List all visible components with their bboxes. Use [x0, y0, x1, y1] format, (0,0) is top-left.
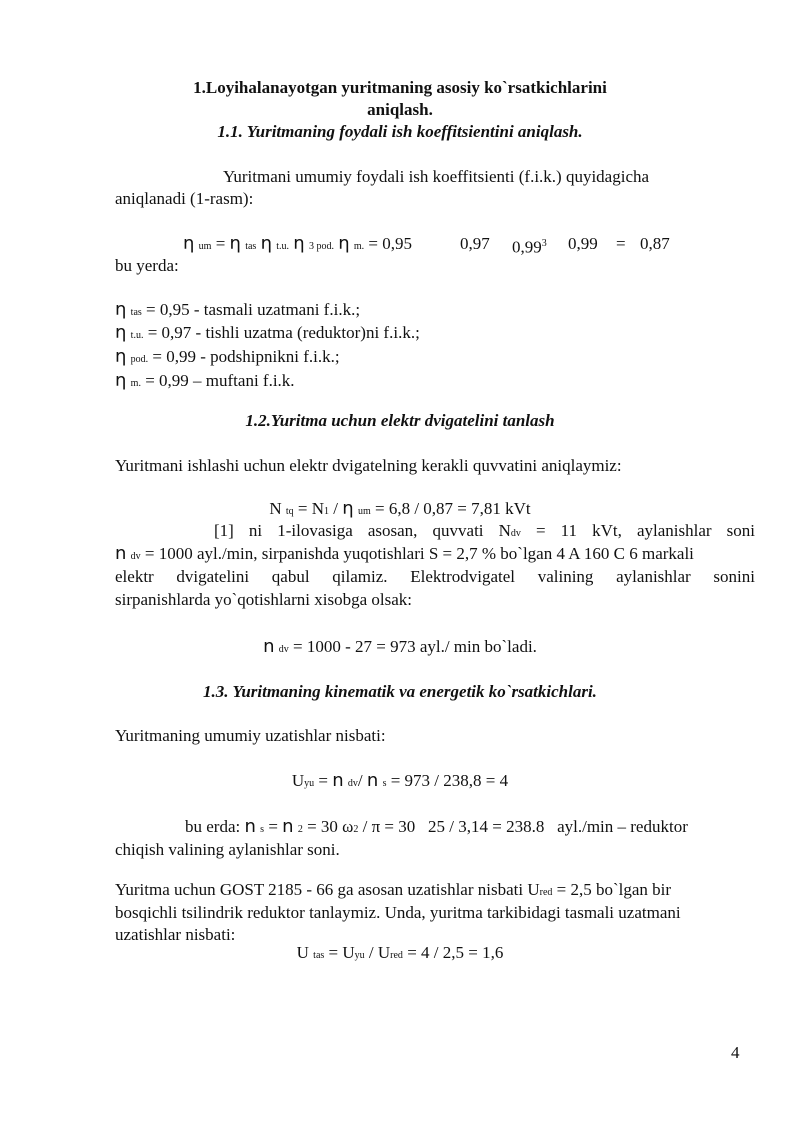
- chapter-title-cont: aniqlash.: [367, 100, 433, 119]
- section-1-3-title: 1.3. Yuritmaning kinematik va energetik ko`rsatkichlari.: [203, 682, 597, 701]
- paragraph-line: uzatishlar nisbati:: [115, 925, 236, 944]
- efficiency-equation: η um = η tas η t.u. η 3 pod. η m. = 0,95: [183, 233, 412, 254]
- paragraph-line: bosqichli tsilindrik reduktor tanlaymiz. Unda, yuritma tarkibidagi tasmali uzatmani: [115, 903, 681, 922]
- eq-value: 0,97: [460, 234, 490, 253]
- eq-equals: =: [616, 234, 626, 253]
- paragraph-line: chiqish valining aylanishlar soni.: [115, 840, 340, 859]
- eq-value: 0,99$^3$: [512, 237, 547, 257]
- paragraph-line: Yuritmani umumiy foydali ish koeffitsienti (f.i.k.) quyidagicha: [223, 167, 650, 186]
- paragraph-line: Yuritma uchun GOST 2185 - 66 ga asosan uzatishlar nisbati Ured = 2,5 bo`lgan bir: [115, 880, 672, 899]
- section-1-2-title: 1.2.Yuritma uchun elektr dvigatelini tanlash: [245, 411, 555, 430]
- eq-result: 0,87: [640, 234, 670, 253]
- paragraph-line: sirpanishlarda yo`qotishlarni xisobga olsak:: [115, 590, 412, 609]
- paragraph-line: Yuritmani ishlashi uchun elektr dvigatelning kerakli quvvatini aniqlaymiz:: [115, 456, 622, 475]
- power-equation: N tq = N1 / η um = 6,8 / 0,87 = 7,81 kVt: [269, 498, 531, 519]
- chapter-title: 1.Loyihalanayotgan yuritmaning asosiy ko`rsatkichlarini: [193, 78, 607, 97]
- definition-item: η m. = 0,99 – muftani f.i.k.: [115, 370, 295, 391]
- paragraph-line: n dv = 1000 ayl./min, sirpanishda yuqotishlari S = 2,7 % bo`lgan 4 A 160 C 6 markali: [115, 543, 694, 564]
- ratio-equation: Uyu = n dv/ n s = 973 / 238,8 = 4: [291, 770, 509, 791]
- page-number: 4: [731, 1043, 740, 1062]
- definition-item: η t.u. = 0,97 - tishli uzatma (reduktor)ni f.i.k.;: [115, 322, 420, 343]
- definition-item: η tas = 0,95 - tasmali uzatmani f.i.k.;: [115, 299, 361, 320]
- section-1-1-title: 1.1. Yuritmaning foydali ish koeffitsientini aniqlash.: [217, 122, 583, 141]
- paragraph-line: [1] ni 1-ilovasiga asosan, quvvati Ndv = 11 kVt, aylanishlar soni: [214, 521, 755, 540]
- speed-equation: n dv = 1000 - 27 = 973 ayl./ min bo`ladi.: [263, 636, 537, 657]
- where-label: bu yerda:: [115, 256, 179, 275]
- paragraph-line: Yuritmaning umumiy uzatishlar nisbati:: [115, 726, 386, 745]
- paragraph-line: elektr dvigatelini qabul qilamiz. Elektrodvigatel valining aylanishlar sonini: [115, 567, 755, 586]
- belt-ratio-equation: U tas = Uyu / Ured = 4 / 2,5 = 1,6: [296, 943, 504, 962]
- paragraph-line: aniqlanadi (1-rasm):: [115, 189, 254, 208]
- definition-item: η pod. = 0,99 - podshipnikni f.i.k.;: [115, 346, 340, 367]
- eq-value: 0,99: [568, 234, 598, 253]
- paragraph-line: bu erda: n s = n 2 = 30 ω2 / π = 30 25 / 3,14 = 238.8 ayl./min – reduktor: [185, 816, 688, 837]
